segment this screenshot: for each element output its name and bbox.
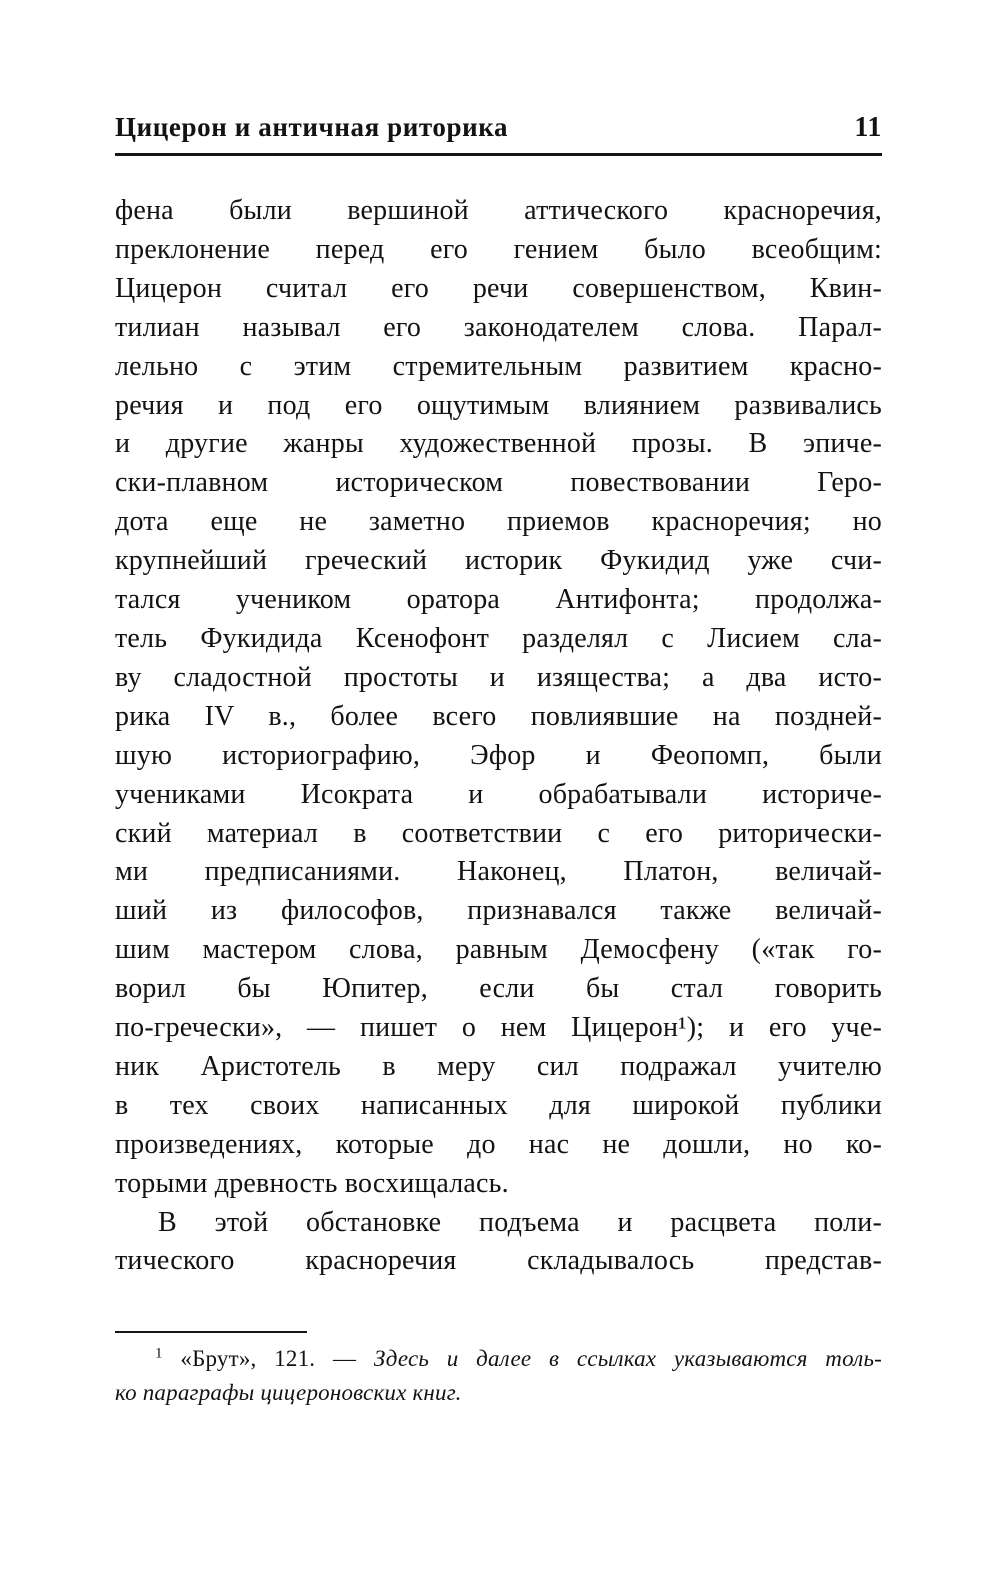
footnote-marker: 1	[155, 1345, 163, 1362]
body-line: В этой обстановке подъема и расцвета поли-	[158, 1206, 882, 1238]
footnote-section	[115, 1331, 882, 1409]
body-line: Цицерон считал его речи совершенством, Квин-	[115, 272, 882, 304]
body-line: в тех своих написанных для широкой публики	[115, 1089, 882, 1121]
footnote-italic-text: Здесь и далее в ссылках указываются толь-	[373, 1346, 882, 1372]
body-line: и другие жанры художественной прозы. В эпиче-	[115, 428, 882, 460]
body-line: речия и под его ощутимым влиянием развивались	[115, 389, 882, 421]
body-line: ми предписаниями. Наконец, Платон, величай-	[115, 856, 882, 888]
footnote-line	[115, 1333, 882, 1376]
body-line: ски-плавном историческом повествовании Геро-	[115, 467, 882, 499]
footnote-italic-text: ко параграфы цицероновских книг.	[115, 1379, 462, 1405]
body-line: ник Аристотель в меру сил подражал учителю	[115, 1050, 882, 1082]
footnote-line	[115, 1376, 882, 1410]
body-line: произведениях, которые до нас не дошли, но ко-	[115, 1128, 882, 1160]
body-line: дота еще не заметно приемов красноречия; но	[115, 506, 882, 538]
footnote-reference: «Брут», 121. —	[162, 1346, 374, 1372]
body-line: ский материал в соответствии с его риторически-	[115, 817, 882, 849]
body-line: рика IV в., более всего повлиявшие на поздней-	[115, 700, 882, 732]
body-line: крупнейший греческий историк Фукидид уже счи-	[115, 545, 882, 577]
body-line: учениками Исократа и обрабатывали историче-	[115, 778, 882, 810]
body-line: фена были вершиной аттического красноречия,	[115, 195, 882, 226]
body-line: тилиан называл его законодателем слова. Парал-	[115, 311, 882, 343]
body-line: тался учеником оратора Антифонта; продолжа-	[115, 584, 882, 616]
body-line: ворил бы Юпитер, если бы стал говорить	[115, 973, 882, 1005]
body-line: тического красноречия складывалось представ-	[115, 1245, 882, 1277]
body-line: ву сладостной простоты и изящества; а два исто-	[115, 661, 882, 693]
body-line: лельно с этим стремительным развитием красно-	[115, 350, 882, 382]
running-head	[115, 112, 882, 144]
body-line: шим мастером слова, равным Демосфену («так го-	[115, 934, 882, 966]
body-line: тель Фукидида Ксенофонт разделял с Лисием сла-	[115, 622, 882, 654]
body-text	[115, 192, 882, 1281]
body-line: торыми древность восхищалась.	[115, 1167, 509, 1199]
body-line: по-гречески», — пишет о нем Цицерон¹); и его уче-	[115, 1012, 882, 1044]
body-line: ший из философов, признавался также величай-	[115, 895, 882, 927]
header-rule	[115, 153, 882, 156]
chapter-title: Цицерон и античная риторика	[115, 112, 509, 142]
body-line: преклонение перед его гением было всеобщим:	[115, 233, 882, 265]
page-number: 11	[854, 112, 882, 143]
body-line: шую историографию, Эфор и Феопомп, были	[115, 739, 882, 771]
